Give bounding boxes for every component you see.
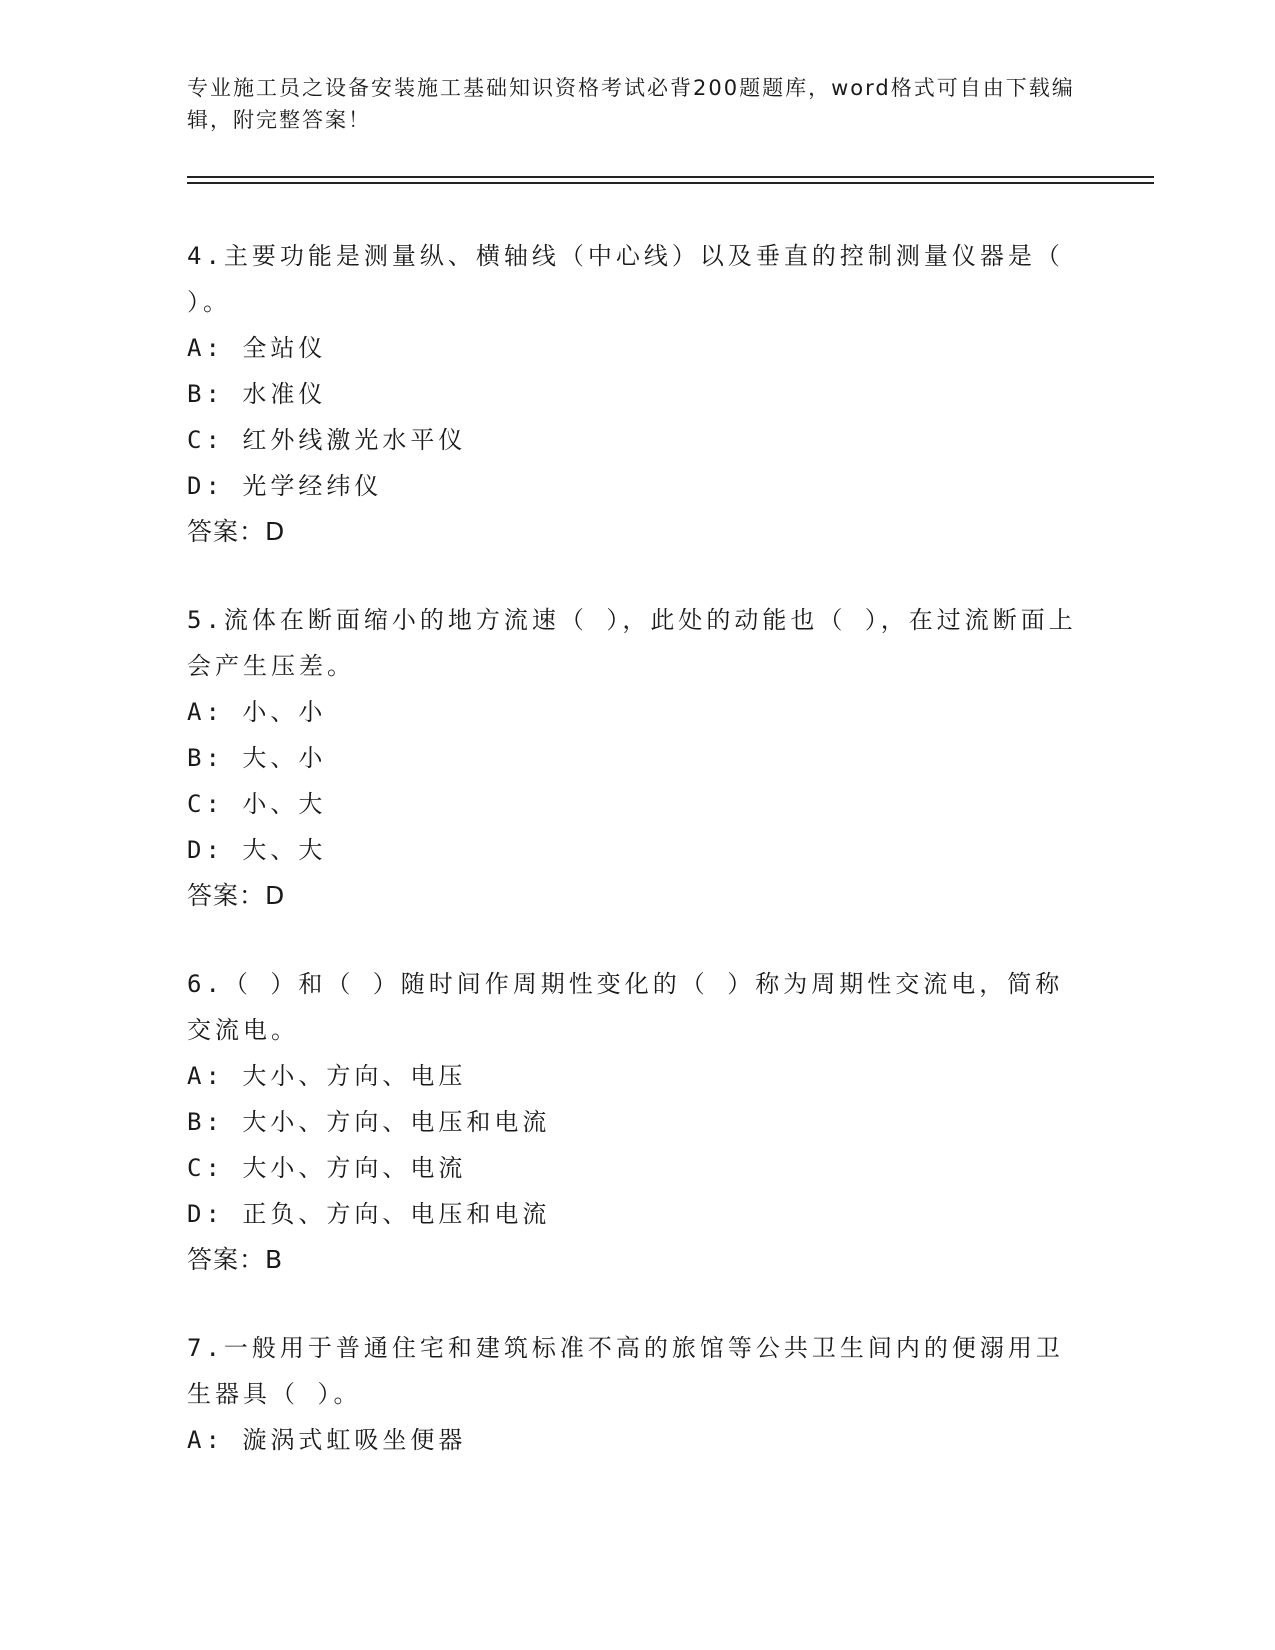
header-divider-top bbox=[187, 176, 1154, 178]
question-5 bbox=[187, 597, 1087, 919]
question-stem: 5.流体在断面缩小的地方流速（ ），此处的动能也（ ），在过流断面上会产生压差。 bbox=[187, 606, 1077, 680]
answer: 答案：D bbox=[187, 517, 286, 546]
question-4 bbox=[187, 233, 1087, 555]
question-list bbox=[187, 233, 1087, 1505]
question-7 bbox=[187, 1325, 1087, 1463]
question-6 bbox=[187, 961, 1087, 1283]
option-c: C: 红外线激光水平仪 bbox=[187, 426, 467, 454]
question-stem: 4.主要功能是测量纵、横轴线（中心线）以及垂直的控制测量仪器是（ ）。 bbox=[187, 242, 1064, 316]
document-header: 专业施工员之设备安装施工基础知识资格考试必背200题题库，word格式可自由下载编辑，附完整答案！ bbox=[187, 76, 1075, 132]
answer: 答案：D bbox=[187, 881, 286, 910]
option-b: B: 大、小 bbox=[187, 744, 327, 772]
option-d: D: 大、大 bbox=[187, 836, 327, 864]
answer: 答案：B bbox=[187, 1245, 284, 1274]
question-stem: 7.一般用于普通住宅和建筑标准不高的旅馆等公共卫生间内的便溺用卫生器具（ ）。 bbox=[187, 1334, 1064, 1408]
option-c: C: 大小、方向、电流 bbox=[187, 1154, 467, 1182]
option-a: A: 小、小 bbox=[187, 698, 327, 726]
option-b: B: 大小、方向、电压和电流 bbox=[187, 1108, 551, 1136]
option-a: A: 大小、方向、电压 bbox=[187, 1062, 467, 1090]
option-d: D: 正负、方向、电压和电流 bbox=[187, 1200, 551, 1228]
option-c: C: 小、大 bbox=[187, 790, 327, 818]
question-stem: 6.（ ）和（ ）随时间作周期性变化的（ ）称为周期性交流电，简称交流电。 bbox=[187, 970, 1064, 1044]
header-divider-bottom bbox=[187, 182, 1154, 184]
option-a: A: 全站仪 bbox=[187, 334, 327, 362]
option-a: A: 漩涡式虹吸坐便器 bbox=[187, 1426, 467, 1454]
option-d: D: 光学经纬仪 bbox=[187, 472, 383, 500]
option-b: B: 水准仪 bbox=[187, 380, 327, 408]
